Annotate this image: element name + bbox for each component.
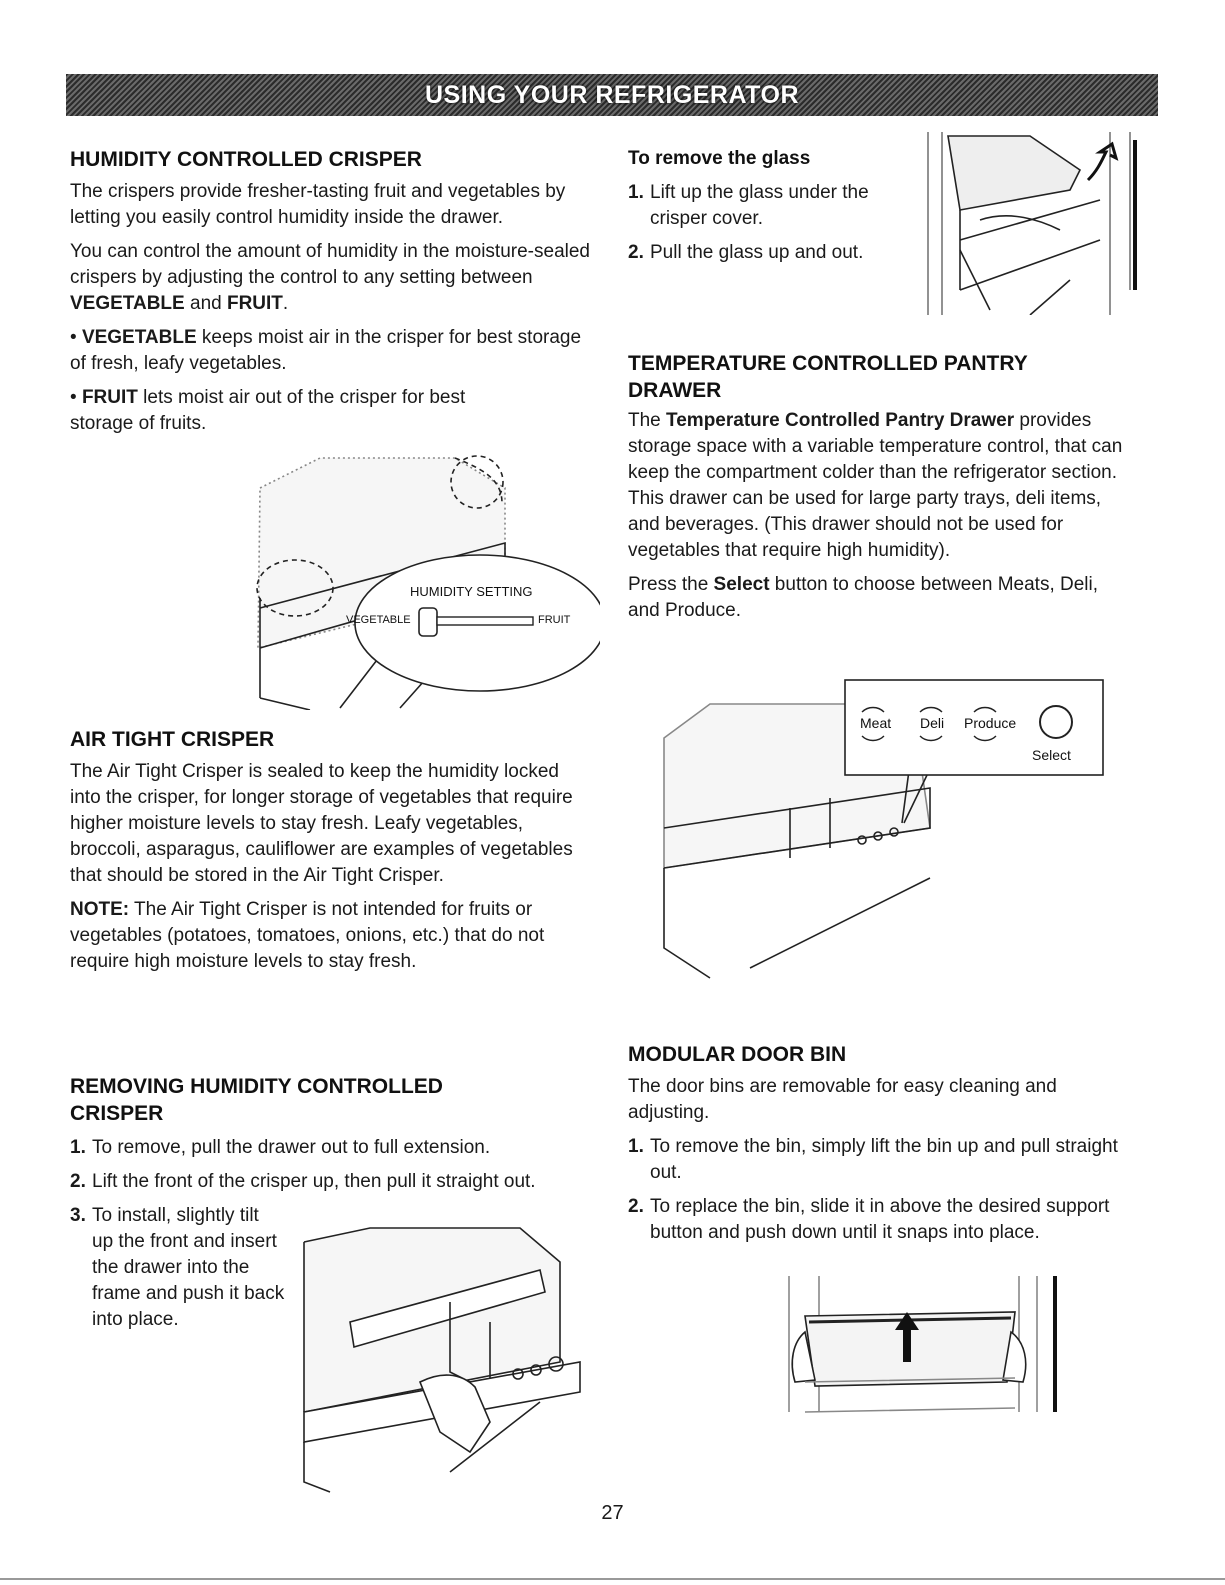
deli-label: Deli	[920, 715, 945, 731]
glass-step: 2. Pull the glass up and out.	[628, 242, 864, 263]
removing-step: 2. Lift the front of the crisper up, then pull it straight out.	[70, 1171, 536, 1192]
doorbin-heading: MODULAR DOOR BIN	[628, 1043, 847, 1066]
meat-label: Meat	[860, 715, 892, 731]
airtight-section	[70, 726, 590, 975]
vegetable-label: VEGETABLE	[346, 614, 411, 626]
bottom-rule	[0, 1578, 1225, 1580]
pantry-select-text: Press the Select button to choose between Meats, Deli, and Produce.	[628, 574, 1099, 621]
humidity-slider-knob	[419, 608, 437, 636]
removing-heading: REMOVING HUMIDITY CONTROLLED CRISPER	[70, 1075, 443, 1125]
pantry-drawer-illustration	[650, 678, 1110, 998]
humidity-setting-label: HUMIDITY SETTING	[410, 584, 533, 599]
removing-step: 3. To install, slightly tilt up the front and insert the drawer into the frame and push it back into place.	[70, 1205, 285, 1330]
doorbin-section	[628, 1041, 1128, 1246]
pantry-text: The Temperature Controlled Pantry Drawer provides storage space with a variable temperature control, that can keep the compartment colder than the refrigerator section. This drawer can be used for large party trays, deli items, and beverages. (This drawer should not be used for vegetables that require high humidity).	[628, 410, 1123, 561]
doorbin-text: The door bins are removable for easy cleaning and adjusting.	[628, 1076, 1057, 1123]
page-number: 27	[601, 1502, 624, 1524]
fruit-label: FRUIT	[538, 614, 571, 626]
select-label: Select	[1032, 747, 1071, 763]
glass-heading: To remove the glass	[628, 148, 811, 169]
glass-step: 1. Lift up the glass under the crisper cover.	[628, 182, 869, 229]
humidity-heading: HUMIDITY CONTROLLED CRISPER	[70, 148, 422, 171]
airtight-text: The Air Tight Crisper is sealed to keep the humidity locked into the crisper, for longer storage of vegetables that require higher moisture levels to stay fresh. Leafy vegetables, broccoli, asparagus, cauliflower are examples of vegetables that should be stored in the Air Tight Crisper.	[70, 761, 573, 886]
humidity-control-text: You can control the amount of humidity in the moisture-sealed crispers by adjusting the control to any setting between VEGETABLE and FRUIT.	[70, 241, 590, 314]
humidity-slider-track	[437, 617, 533, 625]
glass-removal-illustration	[920, 130, 1145, 315]
door-bin-illustration	[775, 1272, 1065, 1417]
pantry-section	[628, 350, 1128, 624]
humidity-crisper-illustration	[240, 448, 600, 710]
doorbin-step: 2. To replace the bin, slide it in above the desired support button and push down until it snaps into place.	[628, 1196, 1110, 1243]
doorbin-step: 1. To remove the bin, simply lift the bin up and pull straight out.	[628, 1136, 1118, 1183]
crisper-removal-illustration	[290, 1222, 590, 1494]
banner-title: USING YOUR REFRIGERATOR	[424, 80, 800, 109]
produce-label: Produce	[964, 715, 1017, 731]
humidity-intro: The crispers provide fresher-tasting fruit and vegetables by letting you easily control humidity inside the drawer.	[70, 181, 566, 228]
glass-section	[628, 146, 918, 266]
humidity-section	[70, 146, 590, 437]
bullet-fruit: • FRUIT lets moist air out of the crisper for best storage of fruits.	[70, 387, 466, 434]
airtight-heading: AIR TIGHT CRISPER	[70, 728, 275, 751]
airtight-note: NOTE: The Air Tight Crisper is not intended for fruits or vegetables (potatoes, tomatoes, onions, etc.) that do not require high moisture levels to stay fresh.	[70, 899, 545, 972]
pantry-heading: TEMPERATURE CONTROLLED PANTRY DRAWER	[628, 352, 1028, 402]
removing-step: 1. To remove, pull the drawer out to full extension.	[70, 1137, 491, 1158]
bullet-vegetable: • VEGETABLE keeps moist air in the crisper for best storage of fresh, leafy vegetables.	[70, 327, 582, 374]
page-banner	[66, 74, 1158, 116]
